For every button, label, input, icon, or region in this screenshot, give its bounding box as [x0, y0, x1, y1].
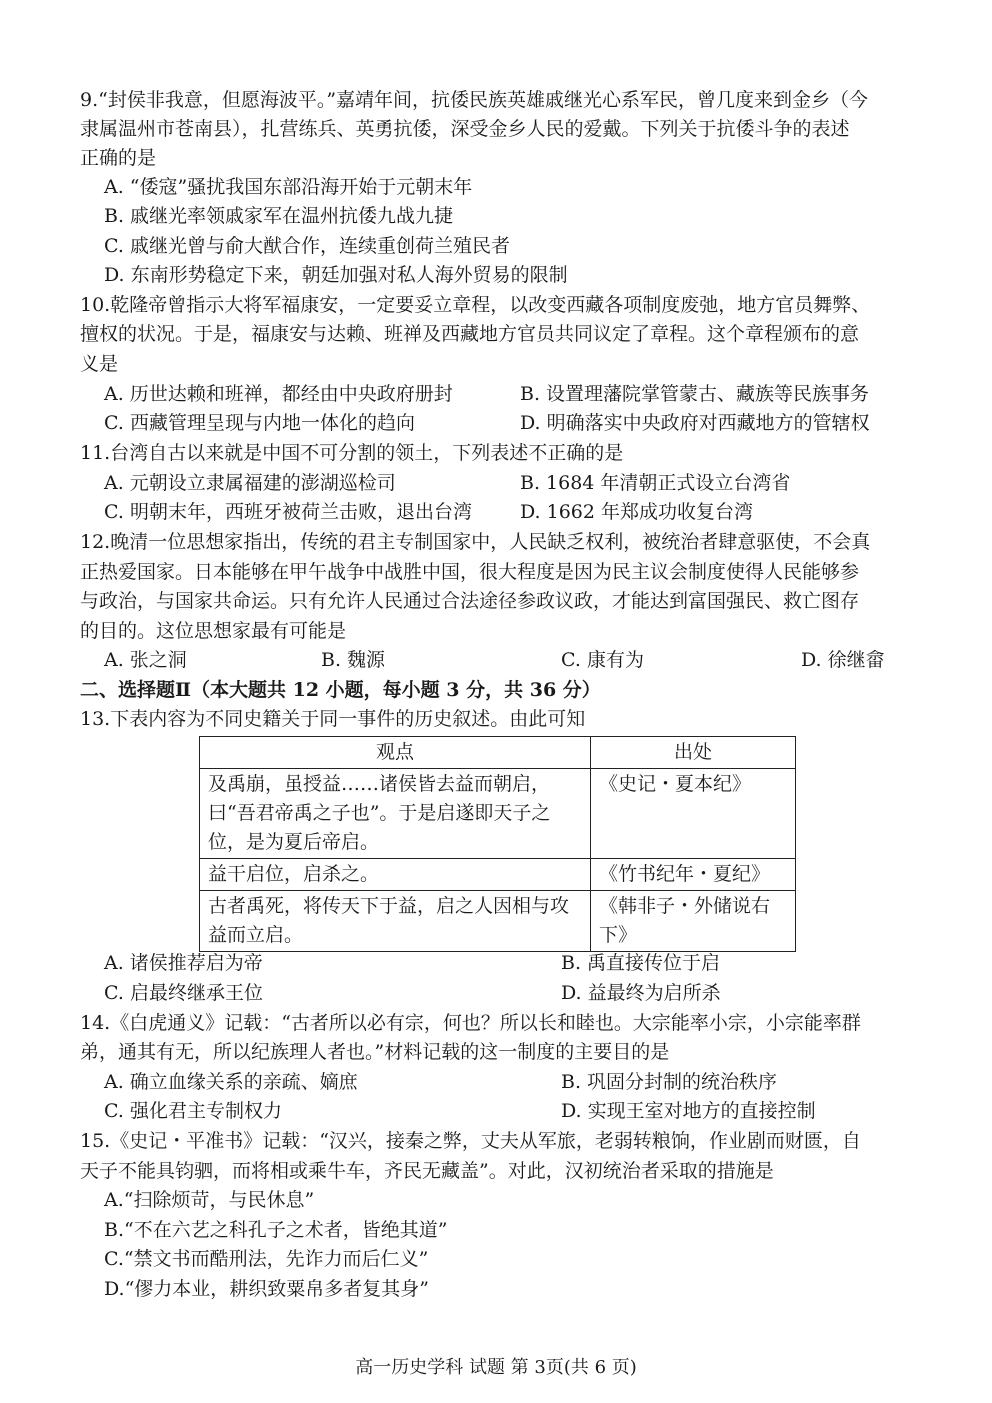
section-heading: 二、选择题Ⅱ（本大题共 12 小题，每小题 3 分，共 36 分） — [80, 679, 601, 701]
q13-option-d: D. 益最终为启所杀 — [561, 982, 721, 1004]
q15-stem-line: 15.《史记・平准书》记载：“汉兴，接秦之弊，丈夫从军旅，老弱转粮饷，作业剧而财匮，自 — [80, 1130, 861, 1152]
q12-stem-line: 的目的。这位思想家最有可能是 — [80, 620, 347, 642]
table-cell-view: 古者禹死，将传天下于益，启之人因相与攻益而立启。 — [200, 891, 591, 952]
history-sources-table — [199, 736, 796, 952]
q10-option-a: A. 历世达赖和班禅，都经由中央政府册封 — [104, 383, 453, 405]
q9-option-b: B. 戚继光率领戚家军在温州抗倭九战九捷 — [104, 205, 454, 227]
table-cell-source: 《韩非子・外储说右下》 — [591, 891, 796, 952]
q12-stem-line: 正热爱国家。日本能够在甲午战争中战胜中国，很大程度是因为民主议会制度使得人民能够参 — [80, 561, 860, 583]
q12-stem-line: 与政治，与国家共命运。只有允许人民通过合法途径参政议政，才能达到富国强民、救亡图存 — [80, 590, 860, 612]
q14-stem-line: 14.《白虎通义》记载：“古者所以必有宗，何也？所以长和睦也。大宗能率小宗，小宗能率群 — [80, 1012, 861, 1034]
table-header-source: 出处 — [591, 737, 796, 769]
q11-option-a: A. 元朝设立隶属福建的澎湖巡检司 — [104, 472, 396, 494]
q14-option-d: D. 实现王室对地方的直接控制 — [561, 1100, 816, 1122]
q12-option-a: A. 张之洞 — [104, 649, 187, 671]
q15-option-d: D.“僇力本业，耕织致粟帛多者复其身” — [104, 1278, 430, 1300]
q14-option-c: C. 强化君主专制权力 — [104, 1100, 282, 1122]
q9-stem-line: 正确的是 — [80, 147, 157, 169]
q9-stem-line: 隶属温州市苍南县），扎营练兵、英勇抗倭，深受金乡人民的爱戴。下列关于抗倭斗争的表述 — [80, 118, 850, 140]
q14-stem-line: 弟，通其有无，所以纪族理人者也。”材料记载的这一制度的主要目的是 — [80, 1041, 670, 1063]
table-row — [200, 769, 796, 859]
q10-stem-line: 10.乾隆帝曾指示大将军福康安，一定要妥立章程，以改变西藏各项制度废弛，地方官员舞弊、 — [80, 294, 871, 316]
q13-option-c: C. 启最终继承王位 — [104, 982, 263, 1004]
q11-option-d: D. 1662 年郑成功收复台湾 — [520, 501, 754, 523]
q12-option-d: D. 徐继畲 — [801, 649, 885, 671]
table-cell-source: 《史记・夏本纪》 — [591, 769, 796, 859]
q15-option-a: A.“扫除烦苛，与民休息” — [104, 1189, 315, 1211]
q13-option-b: B. 禹直接传位于启 — [561, 952, 721, 974]
q9-option-d: D. 东南形势稳定下来，朝廷加强对私人海外贸易的限制 — [104, 264, 568, 286]
table-row — [200, 859, 796, 891]
q11-stem-line: 11.台湾自古以来就是中国不可分割的领土，下列表述不正确的是 — [80, 442, 624, 464]
q11-option-c: C. 明朝末年，西班牙被荷兰击败，退出台湾 — [104, 501, 472, 523]
q10-option-d: D. 明确落实中央政府对西藏地方的管辖权 — [520, 412, 870, 434]
q10-option-c: C. 西藏管理呈现与内地一体化的趋向 — [104, 412, 415, 434]
q10-stem-line: 擅权的状况。于是，福康安与达赖、班禅及西藏地方官员共同议定了章程。这个章程颁布的意 — [80, 323, 860, 345]
table-row — [200, 891, 796, 952]
q10-stem-line: 义是 — [80, 353, 119, 375]
q14-option-b: B. 巩固分封制的统治秩序 — [561, 1071, 778, 1093]
table-cell-source: 《竹书纪年・夏纪》 — [591, 859, 796, 891]
q9-stem-line: 9.“封侯非我意，但愿海波平。”嘉靖年间，抗倭民族英雄戚继光心系军民，曾几度来到金乡（今 — [80, 89, 869, 111]
q12-option-b: B. 魏源 — [321, 649, 386, 671]
table-cell-view: 及禹崩，虽授益……诸侯皆去益而朝启，曰“吾君帝禹之子也”。于是启遂即天子之位，是为夏后帝启。 — [200, 769, 591, 859]
q11-option-b: B. 1684 年清朝正式设立台湾省 — [520, 472, 791, 494]
table-cell-view: 益干启位，启杀之。 — [200, 859, 591, 891]
q14-option-a: A. 确立血缘关系的亲疏、嫡庶 — [104, 1071, 358, 1093]
q9-option-a: A. “倭寇”骚扰我国东部沿海开始于元朝末年 — [104, 176, 473, 198]
page-footer: 高一历史学科 试题 第 3页(共 6 页) — [355, 1357, 637, 1378]
q12-option-c: C. 康有为 — [561, 649, 644, 671]
q13-option-a: A. 诸侯推荐启为帝 — [104, 952, 263, 974]
q15-option-c: C.“禁文书而酷刑法，先诈力而后仁义” — [104, 1248, 429, 1270]
q12-stem-line: 12.晚清一位思想家指出，传统的君主专制国家中，人民缺乏权利，被统治者肆意驱使，不会真 — [80, 531, 871, 553]
table-header-view: 观点 — [200, 737, 591, 769]
q15-option-b: B.“不在六艺之科孔子之术者，皆绝其道” — [104, 1219, 448, 1241]
q13-stem-line: 13.下表内容为不同史籍关于同一事件的历史叙述。由此可知 — [80, 708, 586, 730]
q15-stem-line: 天子不能具钧驷，而将相或乘牛车，齐民无藏盖”。对此，汉初统治者采取的措施是 — [80, 1160, 774, 1182]
q10-option-b: B. 设置理藩院掌管蒙古、藏族等民族事务 — [520, 383, 870, 405]
q9-option-c: C. 戚继光曾与俞大猷合作，连续重创荷兰殖民者 — [104, 235, 510, 257]
table-header-row — [200, 737, 796, 769]
